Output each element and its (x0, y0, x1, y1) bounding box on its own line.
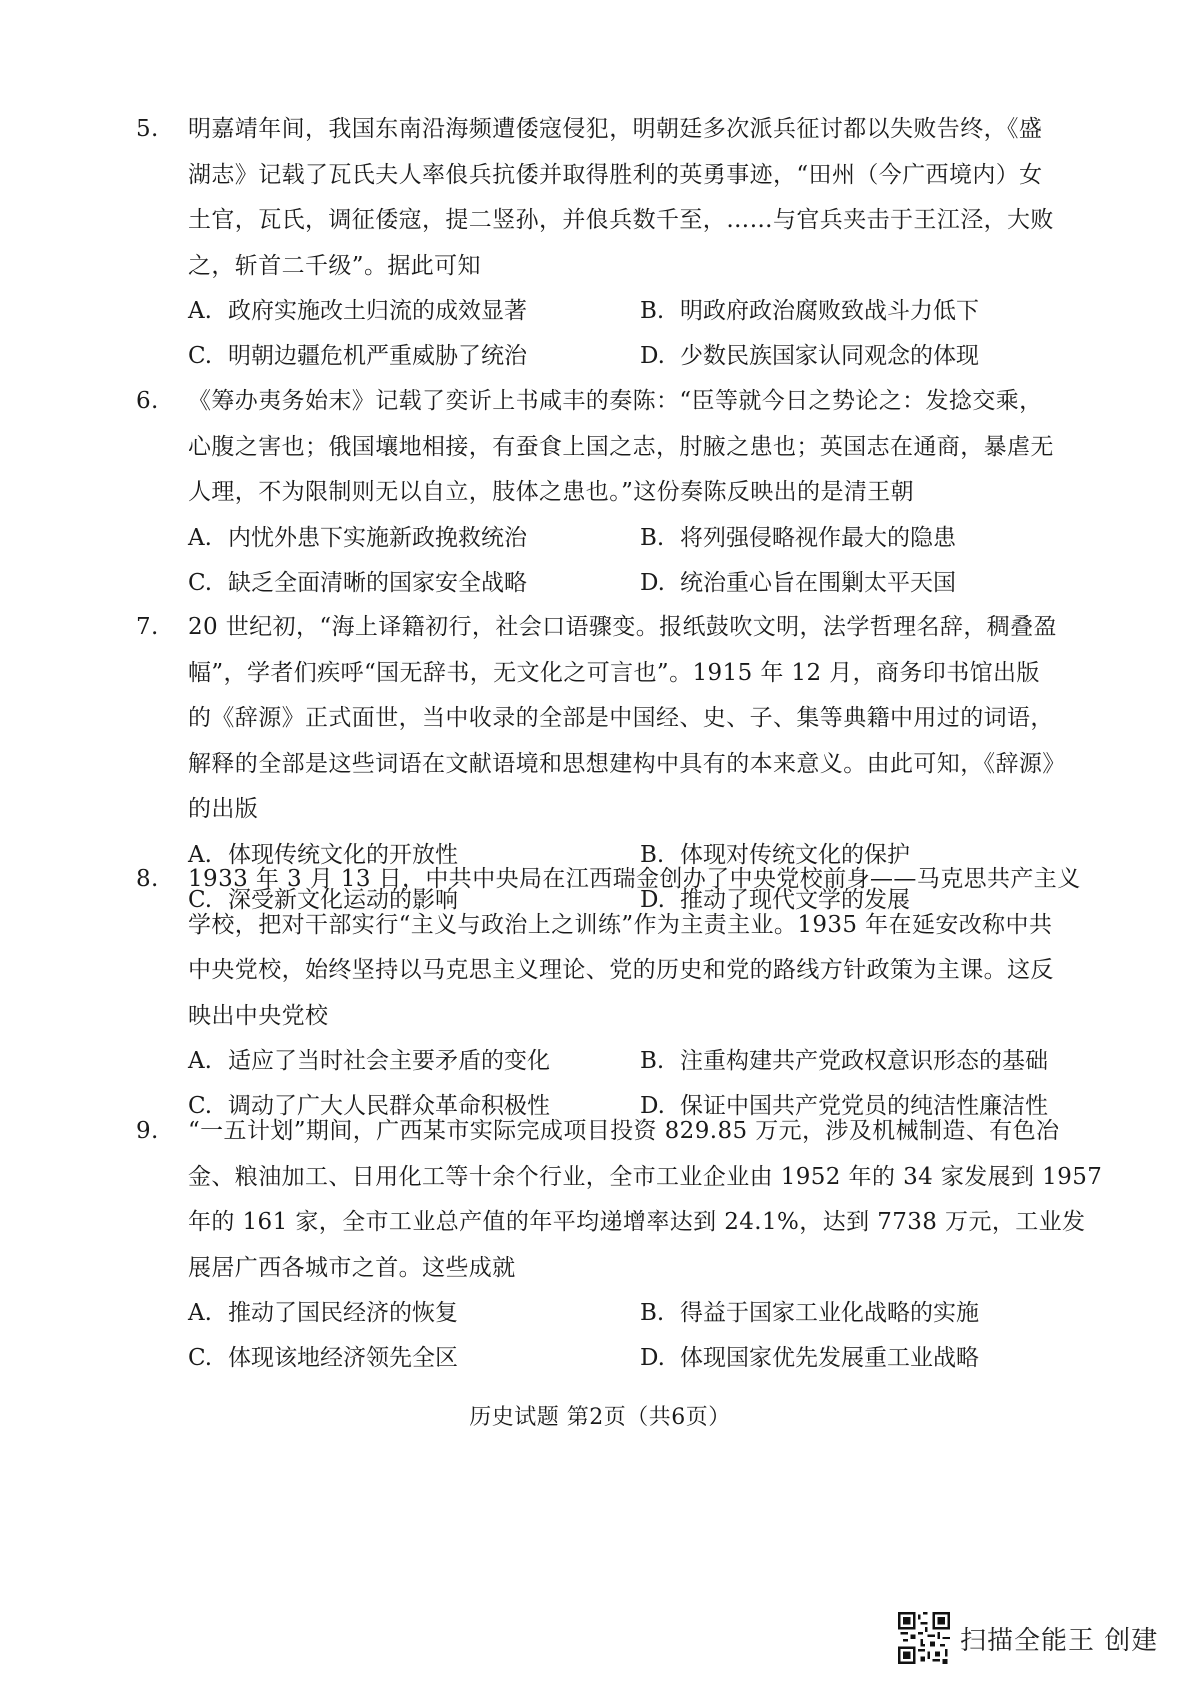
options (188, 289, 1076, 379)
question-number: 7. (136, 614, 159, 640)
option-c[interactable]: C. 明朝边疆危机严重威胁了统治 (188, 343, 527, 369)
question-text: 学校，把对干部实行“主义与政治上之训练”作为主责主业。1935 年在延安改称中共 (188, 911, 1053, 938)
question-text: 的《辞源》正式面世，当中收录的全部是中国经、史、子、集等典籍中用过的词语， (188, 705, 1054, 731)
question-line (136, 107, 1076, 153)
question-text: 人理，不为限制则无以自立，肢体之患也。”这份奏陈反映出的是清王朝 (188, 479, 915, 505)
option-b[interactable]: B. 注重构建共产党政权意识形态的基础 (640, 1048, 1048, 1074)
question-text: 映出中央党校 (188, 1002, 329, 1029)
option-c[interactable]: C. 体现该地经济领先全区 (188, 1345, 458, 1371)
option-a[interactable]: A. 推动了国民经济的恢复 (188, 1300, 458, 1326)
scanner-watermark (898, 1612, 1158, 1664)
option-b[interactable]: B. 明政府政治腐败致战斗力低下 (640, 298, 979, 324)
question-text: 中央党校，始终坚持以马克思主义理论、党的历史和党的路线方针政策为主课。这反 (188, 957, 1054, 983)
option-c[interactable]: C. 调动了广大人民群众革命积极性 (188, 1093, 550, 1119)
question-line (136, 379, 1076, 425)
question-text: 展居广西各城市之首。这些成就 (188, 1254, 516, 1281)
option-c[interactable]: C. 深受新文化运动的影响 (188, 886, 458, 913)
question-text: 土官，瓦氏，调征倭寇，提二竖孙，并俍兵数千至，……与官兵夹击于王江泾，大败 (188, 207, 1054, 233)
option-d[interactable]: D. 体现国家优先发展重工业战略 (640, 1345, 979, 1371)
question-line (136, 605, 1076, 651)
question-number: 6. (136, 388, 159, 414)
qr-code-icon (898, 1612, 950, 1664)
question-text: “一五计划”期间，广西某市实际完成项目投资 829.85 万元，涉及机械制造、有色冶 (188, 1118, 1060, 1144)
question-text: 幅”，学者们疾呼“国无辞书，无文化之可言也”。1915 年 12 月，商务印书馆出版 (188, 659, 1040, 686)
question-text: 心腹之害也；俄国壤地相接，有蚕食上国之志，肘腋之患也；英国志在通商，暴虐无 (188, 433, 1054, 460)
option-a[interactable]: A. 政府实施改土归流的成效显著 (188, 298, 527, 324)
question-line (136, 857, 1081, 903)
scanner-watermark-text: 扫描全能王 创建 (960, 1625, 1159, 1656)
question-text: 明嘉靖年间，我国东南沿海频遭倭寇侵犯，明朝廷多次派兵征讨都以失败告终，《盛 (188, 116, 1043, 142)
page-footer: 历史试题 第2页（共6页） (469, 1405, 731, 1430)
question-text: 之，斩首二千级”。据此可知 (188, 252, 481, 279)
option-a[interactable]: A. 内忧外患下实施新政挽救统治 (188, 524, 527, 551)
question-number: 9. (136, 1118, 159, 1144)
option-d[interactable]: D. 推动了现代文学的发展 (640, 886, 910, 913)
question-number: 8. (136, 866, 159, 892)
question-text: 金、粮油加工、日用化工等十余个行业，全市工业企业由 1952 年的 34 家发展到 1957 (188, 1163, 1103, 1190)
option-a[interactable]: A. 体现传统文化的开放性 (188, 841, 458, 868)
question-number: 5. (136, 116, 159, 142)
question-5 (136, 107, 1076, 379)
option-d[interactable]: D. 统治重心旨在围剿太平天国 (640, 569, 956, 596)
question-text: 湖志》记载了瓦氏夫人率俍兵抗倭并取得胜利的英勇事迹，“田州（今广西境内）女 (188, 161, 1043, 188)
question-text: 解释的全部是这些词语在文献语境和思想建构中具有的本来意义。由此可知，《辞源》 (188, 750, 1066, 777)
option-b[interactable]: B. 将列强侵略视作最大的隐患 (640, 524, 956, 551)
options (188, 1291, 1076, 1381)
question-9 (136, 1109, 1103, 1381)
option-d[interactable]: D. 少数民族国家认同观念的体现 (640, 343, 979, 369)
option-a[interactable]: A. 适应了当时社会主要矛盾的变化 (188, 1048, 550, 1074)
question-text: 的出版 (188, 796, 259, 822)
options (188, 516, 1076, 606)
option-b[interactable]: B. 体现对传统文化的保护 (640, 841, 910, 868)
option-d[interactable]: D. 保证中国共产党党员的纯洁性廉洁性 (640, 1093, 1048, 1119)
question-8 (136, 857, 1081, 1129)
question-text: 20 世纪初，“海上译籍初行，社会口语骤变。报纸鼓吹文明，法学哲理名辞，稠叠盈 (188, 614, 1057, 640)
question-6 (136, 379, 1076, 606)
option-c[interactable]: C. 缺乏全面清晰的国家安全战略 (188, 569, 527, 596)
question-text: 年的 161 家，全市工业总产值的年平均递增率达到 24.1%，达到 7738 万元，工业发 (188, 1209, 1086, 1235)
question-line (136, 1109, 1076, 1155)
option-b[interactable]: B. 得益于国家工业化战略的实施 (640, 1300, 979, 1326)
question-text: 《筹办夷务始末》记载了奕䜣上书咸丰的奏陈：“臣等就今日之势论之：发捻交乘， (188, 388, 1043, 414)
question-text: 1933 年 3 月 13 日，中共中央局在江西瑞金创办了中央党校前身——马克思共产主义 (188, 866, 1081, 892)
